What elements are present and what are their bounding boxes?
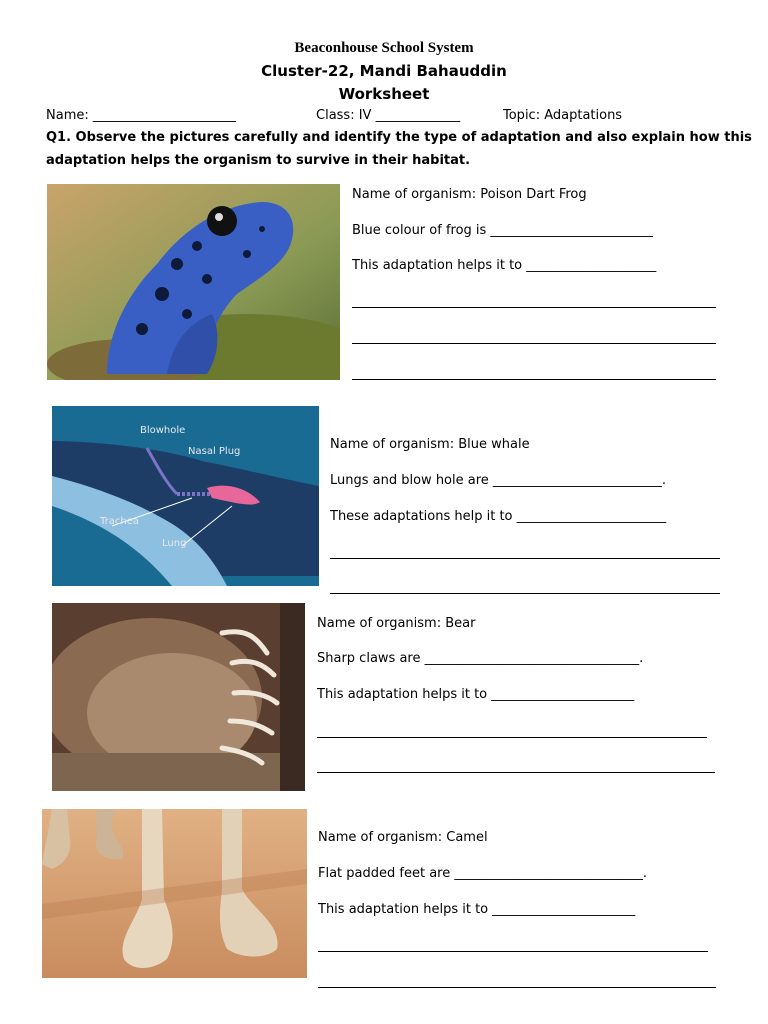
poison-dart-frog-image (47, 184, 340, 380)
class-field: Class: IV _____________ (316, 108, 461, 123)
question-line-2: adaptation helps the organism to survive in their habitat. (46, 153, 471, 168)
lung-label: Lung (162, 538, 187, 549)
answer-line (318, 951, 708, 952)
blowhole-label: Blowhole (140, 425, 186, 436)
blue-whale-diagram (52, 406, 319, 586)
answer-line (352, 379, 716, 380)
bear-helps: This adaptation helps it to ______________________ (317, 687, 635, 702)
answer-line (352, 307, 716, 308)
frog-organism-name: Name of organism: Poison Dart Frog (352, 187, 587, 202)
cluster-title: Cluster-22, Mandi Bahauddin (261, 62, 507, 80)
bear-organism-name: Name of organism: Bear (317, 616, 476, 631)
bear-trait: Sharp claws are _________________________________. (317, 651, 644, 666)
whale-helps: These adaptations help it to _______________________ (330, 509, 667, 524)
whale-organism-name: Name of organism: Blue whale (330, 437, 530, 452)
camel-helps: This adaptation helps it to ______________________ (318, 902, 636, 917)
school-name: Beaconhouse School System (294, 40, 474, 56)
frog-trait: Blue colour of frog is _________________________ (352, 223, 653, 238)
question-line-1: Q1. Observe the pictures carefully and identify the type of adaptation and also explain how this (46, 130, 752, 145)
camel-organism-name: Name of organism: Camel (318, 830, 488, 845)
name-field: Name: ______________________ (46, 108, 236, 123)
answer-line (317, 737, 707, 738)
answer-line (318, 987, 716, 988)
trachea-label: Trachea (100, 516, 139, 527)
camel-feet-image (42, 809, 307, 978)
camel-trait: Flat padded feet are _____________________________. (318, 866, 647, 881)
answer-line (330, 593, 720, 594)
answer-line (352, 343, 716, 344)
nasal-plug-label: Nasal Plug (188, 446, 241, 457)
frog-helps: This adaptation helps it to ____________________ (352, 258, 657, 273)
worksheet-title: Worksheet (338, 85, 430, 103)
answer-line (317, 772, 715, 773)
bear-claws-image (52, 603, 305, 791)
whale-trait: Lungs and blow hole are __________________________. (330, 473, 667, 488)
answer-line (330, 558, 720, 559)
topic-field: Topic: Adaptations (503, 108, 623, 123)
